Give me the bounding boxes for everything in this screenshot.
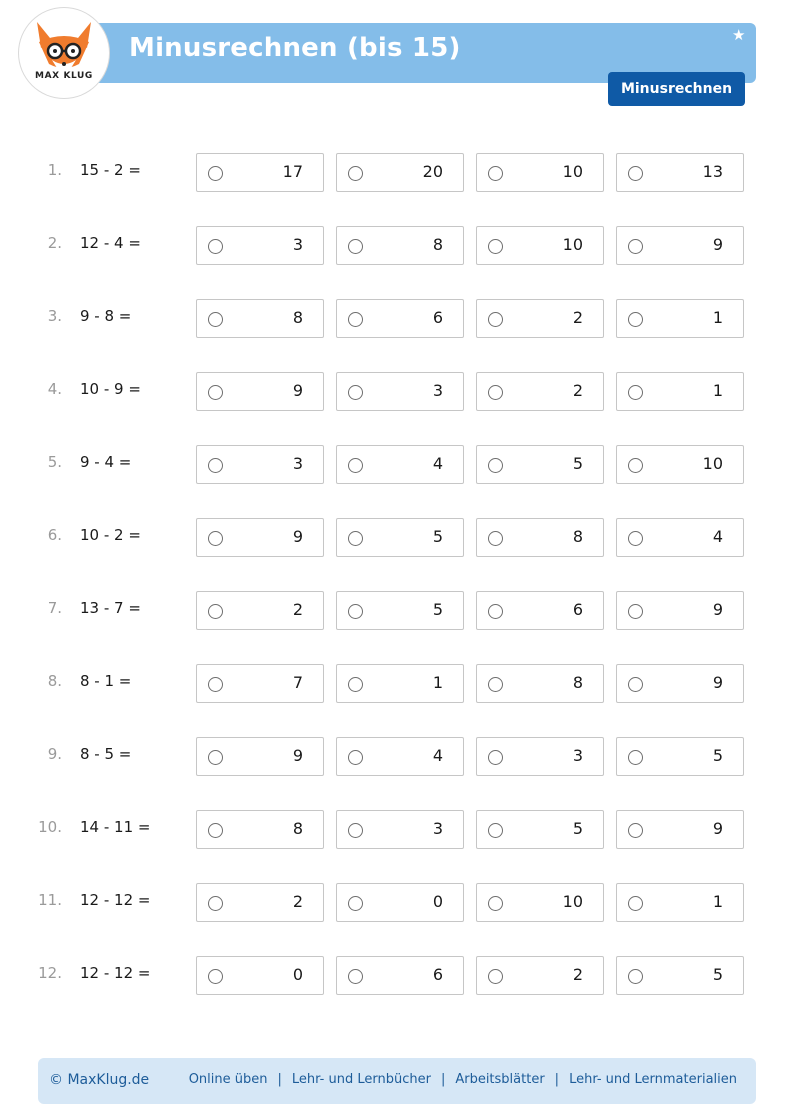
task-number: 4. [47,380,62,398]
radio-circle-icon[interactable] [488,896,503,911]
answer-value: 3 [432,381,443,400]
answer-value: 3 [432,819,443,838]
answer-option[interactable] [196,518,324,557]
task-expression: 10 - 2 = [80,526,141,544]
footer-link-worksheets[interactable]: Arbeitsblätter [455,1072,545,1087]
answer-option[interactable] [196,956,324,995]
answer-value: 3 [292,454,303,473]
task-number: 8. [47,672,62,690]
answer-option[interactable] [336,883,464,922]
radio-circle-icon[interactable] [488,677,503,692]
answer-value: 3 [292,235,303,254]
task-row [0,226,794,266]
footer-link-materials[interactable]: Lehr- und Lernmaterialien [569,1072,737,1087]
answer-value: 5 [572,819,583,838]
answer-value: 10 [702,454,723,473]
topic-badge[interactable]: Minusrechnen [608,72,745,106]
radio-circle-icon[interactable] [488,823,503,838]
radio-circle-icon[interactable] [348,750,363,765]
radio-circle-icon[interactable] [348,385,363,400]
task-number: 12. [38,964,62,982]
answer-option[interactable] [336,956,464,995]
radio-circle-icon[interactable] [208,823,223,838]
answer-value: 9 [292,527,303,546]
answer-option[interactable] [616,810,744,849]
radio-circle-icon[interactable] [208,531,223,546]
answer-value: 5 [712,965,723,984]
radio-circle-icon[interactable] [628,969,643,984]
radio-circle-icon[interactable] [348,312,363,327]
star-icon: ★ [732,26,746,44]
answer-value: 0 [432,892,443,911]
answer-option[interactable] [476,153,604,192]
radio-circle-icon[interactable] [208,750,223,765]
radio-circle-icon[interactable] [208,969,223,984]
answer-value: 1 [712,381,723,400]
answer-value: 17 [282,162,303,181]
radio-circle-icon[interactable] [208,239,223,254]
answer-value: 9 [292,746,303,765]
answer-option[interactable] [476,299,604,338]
task-number: 10. [38,818,62,836]
radio-circle-icon[interactable] [488,969,503,984]
answer-value: 5 [572,454,583,473]
answer-value: 4 [432,746,443,765]
radio-circle-icon[interactable] [628,458,643,473]
radio-circle-icon[interactable] [208,458,223,473]
answer-option[interactable] [616,299,744,338]
answer-option[interactable] [336,372,464,411]
answer-option[interactable] [616,737,744,776]
answer-option[interactable] [196,226,324,265]
radio-circle-icon[interactable] [488,166,503,181]
answer-option[interactable] [616,153,744,192]
radio-circle-icon[interactable] [348,239,363,254]
answer-option[interactable] [336,737,464,776]
answer-option[interactable] [336,518,464,557]
answer-value: 6 [572,600,583,619]
footer-brand[interactable]: © MaxKlug.de [49,1072,150,1088]
answer-option[interactable] [616,372,744,411]
answer-value: 3 [572,746,583,765]
radio-circle-icon[interactable] [208,677,223,692]
answer-value: 8 [572,527,583,546]
answer-value: 10 [562,162,583,181]
radio-circle-icon[interactable] [488,750,503,765]
radio-circle-icon[interactable] [348,604,363,619]
answer-option[interactable] [336,664,464,703]
answer-value: 2 [292,892,303,911]
answer-value: 8 [572,673,583,692]
answer-value: 8 [292,308,303,327]
answer-value: 2 [292,600,303,619]
logo-text: MAX KLUG [35,71,93,81]
radio-circle-icon[interactable] [628,166,643,181]
task-number: 1. [47,161,62,179]
answer-option[interactable] [616,664,744,703]
radio-circle-icon[interactable] [208,312,223,327]
answer-value: 9 [712,819,723,838]
radio-circle-icon[interactable] [628,604,643,619]
answer-option[interactable] [476,737,604,776]
answer-value: 6 [432,965,443,984]
answer-value: 10 [562,235,583,254]
radio-circle-icon[interactable] [628,239,643,254]
task-expression: 9 - 8 = [80,307,132,325]
answer-value: 9 [712,673,723,692]
radio-circle-icon[interactable] [208,166,223,181]
radio-circle-icon[interactable] [348,166,363,181]
answer-option[interactable] [336,153,464,192]
answer-value: 2 [572,965,583,984]
radio-circle-icon[interactable] [208,385,223,400]
radio-circle-icon[interactable] [348,823,363,838]
footer-separator: | [277,1072,282,1087]
task-expression: 10 - 9 = [80,380,141,398]
radio-circle-icon[interactable] [348,458,363,473]
answer-option[interactable] [196,372,324,411]
radio-circle-icon[interactable] [628,823,643,838]
task-expression: 14 - 11 = [80,818,151,836]
answer-option[interactable] [196,664,324,703]
answer-value: 5 [712,746,723,765]
footer-separator: | [440,1072,446,1087]
radio-circle-icon[interactable] [348,531,363,546]
answer-value: 8 [292,819,303,838]
page-title: Minusrechnen (bis 15) [129,33,461,63]
task-number: 3. [47,307,62,325]
task-row [0,445,794,485]
task-row [0,810,794,850]
answer-value: 4 [432,454,443,473]
answer-option[interactable] [616,226,744,265]
task-row [0,737,794,777]
task-row [0,153,794,193]
task-number: 9. [47,745,62,763]
answer-option[interactable] [476,372,604,411]
task-expression: 12 - 12 = [80,964,151,982]
radio-circle-icon[interactable] [628,750,643,765]
answer-value: 9 [712,600,723,619]
answer-value: 20 [422,162,443,181]
radio-circle-icon[interactable] [348,896,363,911]
radio-circle-icon[interactable] [208,896,223,911]
footer-link-online[interactable]: Online üben [188,1072,268,1087]
answer-value: 1 [712,892,723,911]
task-number: 5. [47,453,62,471]
answer-value: 0 [292,965,303,984]
task-row [0,883,794,923]
radio-circle-icon[interactable] [628,312,643,327]
task-row [0,956,794,996]
answer-option[interactable] [616,956,744,995]
answer-option[interactable] [616,445,744,484]
task-row [0,591,794,631]
answer-option[interactable] [196,737,324,776]
answer-option[interactable] [196,591,324,630]
answer-option[interactable] [336,810,464,849]
answer-option[interactable] [196,153,324,192]
task-number: 7. [47,599,62,617]
answer-value: 13 [702,162,723,181]
footer-links [189,1072,737,1087]
answer-option[interactable] [476,226,604,265]
answer-value: 2 [572,381,583,400]
task-expression: 12 - 12 = [80,891,151,909]
answer-value: 1 [432,673,443,692]
footer-separator: | [554,1072,560,1087]
task-expression: 8 - 1 = [80,672,132,690]
answer-option[interactable] [476,956,604,995]
answer-option[interactable] [196,883,324,922]
task-row [0,518,794,558]
answer-option[interactable] [616,591,744,630]
task-row [0,299,794,339]
answer-value: 6 [432,308,443,327]
logo [19,8,109,98]
radio-circle-icon[interactable] [488,312,503,327]
radio-circle-icon[interactable] [488,604,503,619]
radio-circle-icon[interactable] [488,531,503,546]
answer-option[interactable] [476,591,604,630]
answer-value: 4 [712,527,723,546]
answer-value: 1 [712,308,723,327]
task-row [0,664,794,704]
answer-value: 5 [432,527,443,546]
answer-option[interactable] [336,591,464,630]
answer-option[interactable] [476,518,604,557]
answer-value: 8 [432,235,443,254]
answer-option[interactable] [196,810,324,849]
footer-link-books[interactable]: Lehr- und Lernbücher [291,1072,431,1087]
radio-circle-icon[interactable] [628,677,643,692]
answer-value: 7 [292,673,303,692]
task-number: 6. [47,526,62,544]
fox-icon [19,8,109,98]
answer-option[interactable] [336,445,464,484]
answer-value: 10 [562,892,583,911]
answer-value: 9 [292,381,303,400]
footer [38,1058,756,1104]
answer-option[interactable] [476,445,604,484]
task-expression: 9 - 4 = [80,453,132,471]
answer-value: 9 [712,235,723,254]
radio-circle-icon[interactable] [488,458,503,473]
radio-circle-icon[interactable] [348,969,363,984]
task-row [0,372,794,412]
answer-option[interactable] [476,810,604,849]
answer-option[interactable] [476,883,604,922]
task-number: 11. [38,891,62,909]
radio-circle-icon[interactable] [488,239,503,254]
radio-circle-icon[interactable] [628,385,643,400]
answer-option[interactable] [336,299,464,338]
radio-circle-icon[interactable] [628,531,643,546]
task-expression: 12 - 4 = [80,234,141,252]
answer-option[interactable] [476,664,604,703]
radio-circle-icon[interactable] [208,604,223,619]
task-expression: 15 - 2 = [80,161,141,179]
answer-option[interactable] [196,445,324,484]
radio-circle-icon[interactable] [348,677,363,692]
task-expression: 8 - 5 = [80,745,132,763]
answer-option[interactable] [196,299,324,338]
answer-option[interactable] [336,226,464,265]
task-expression: 13 - 7 = [80,599,141,617]
task-number: 2. [47,234,62,252]
answer-option[interactable] [616,883,744,922]
radio-circle-icon[interactable] [488,385,503,400]
answer-option[interactable] [616,518,744,557]
answer-value: 2 [572,308,583,327]
radio-circle-icon[interactable] [628,896,643,911]
answer-value: 5 [432,600,443,619]
